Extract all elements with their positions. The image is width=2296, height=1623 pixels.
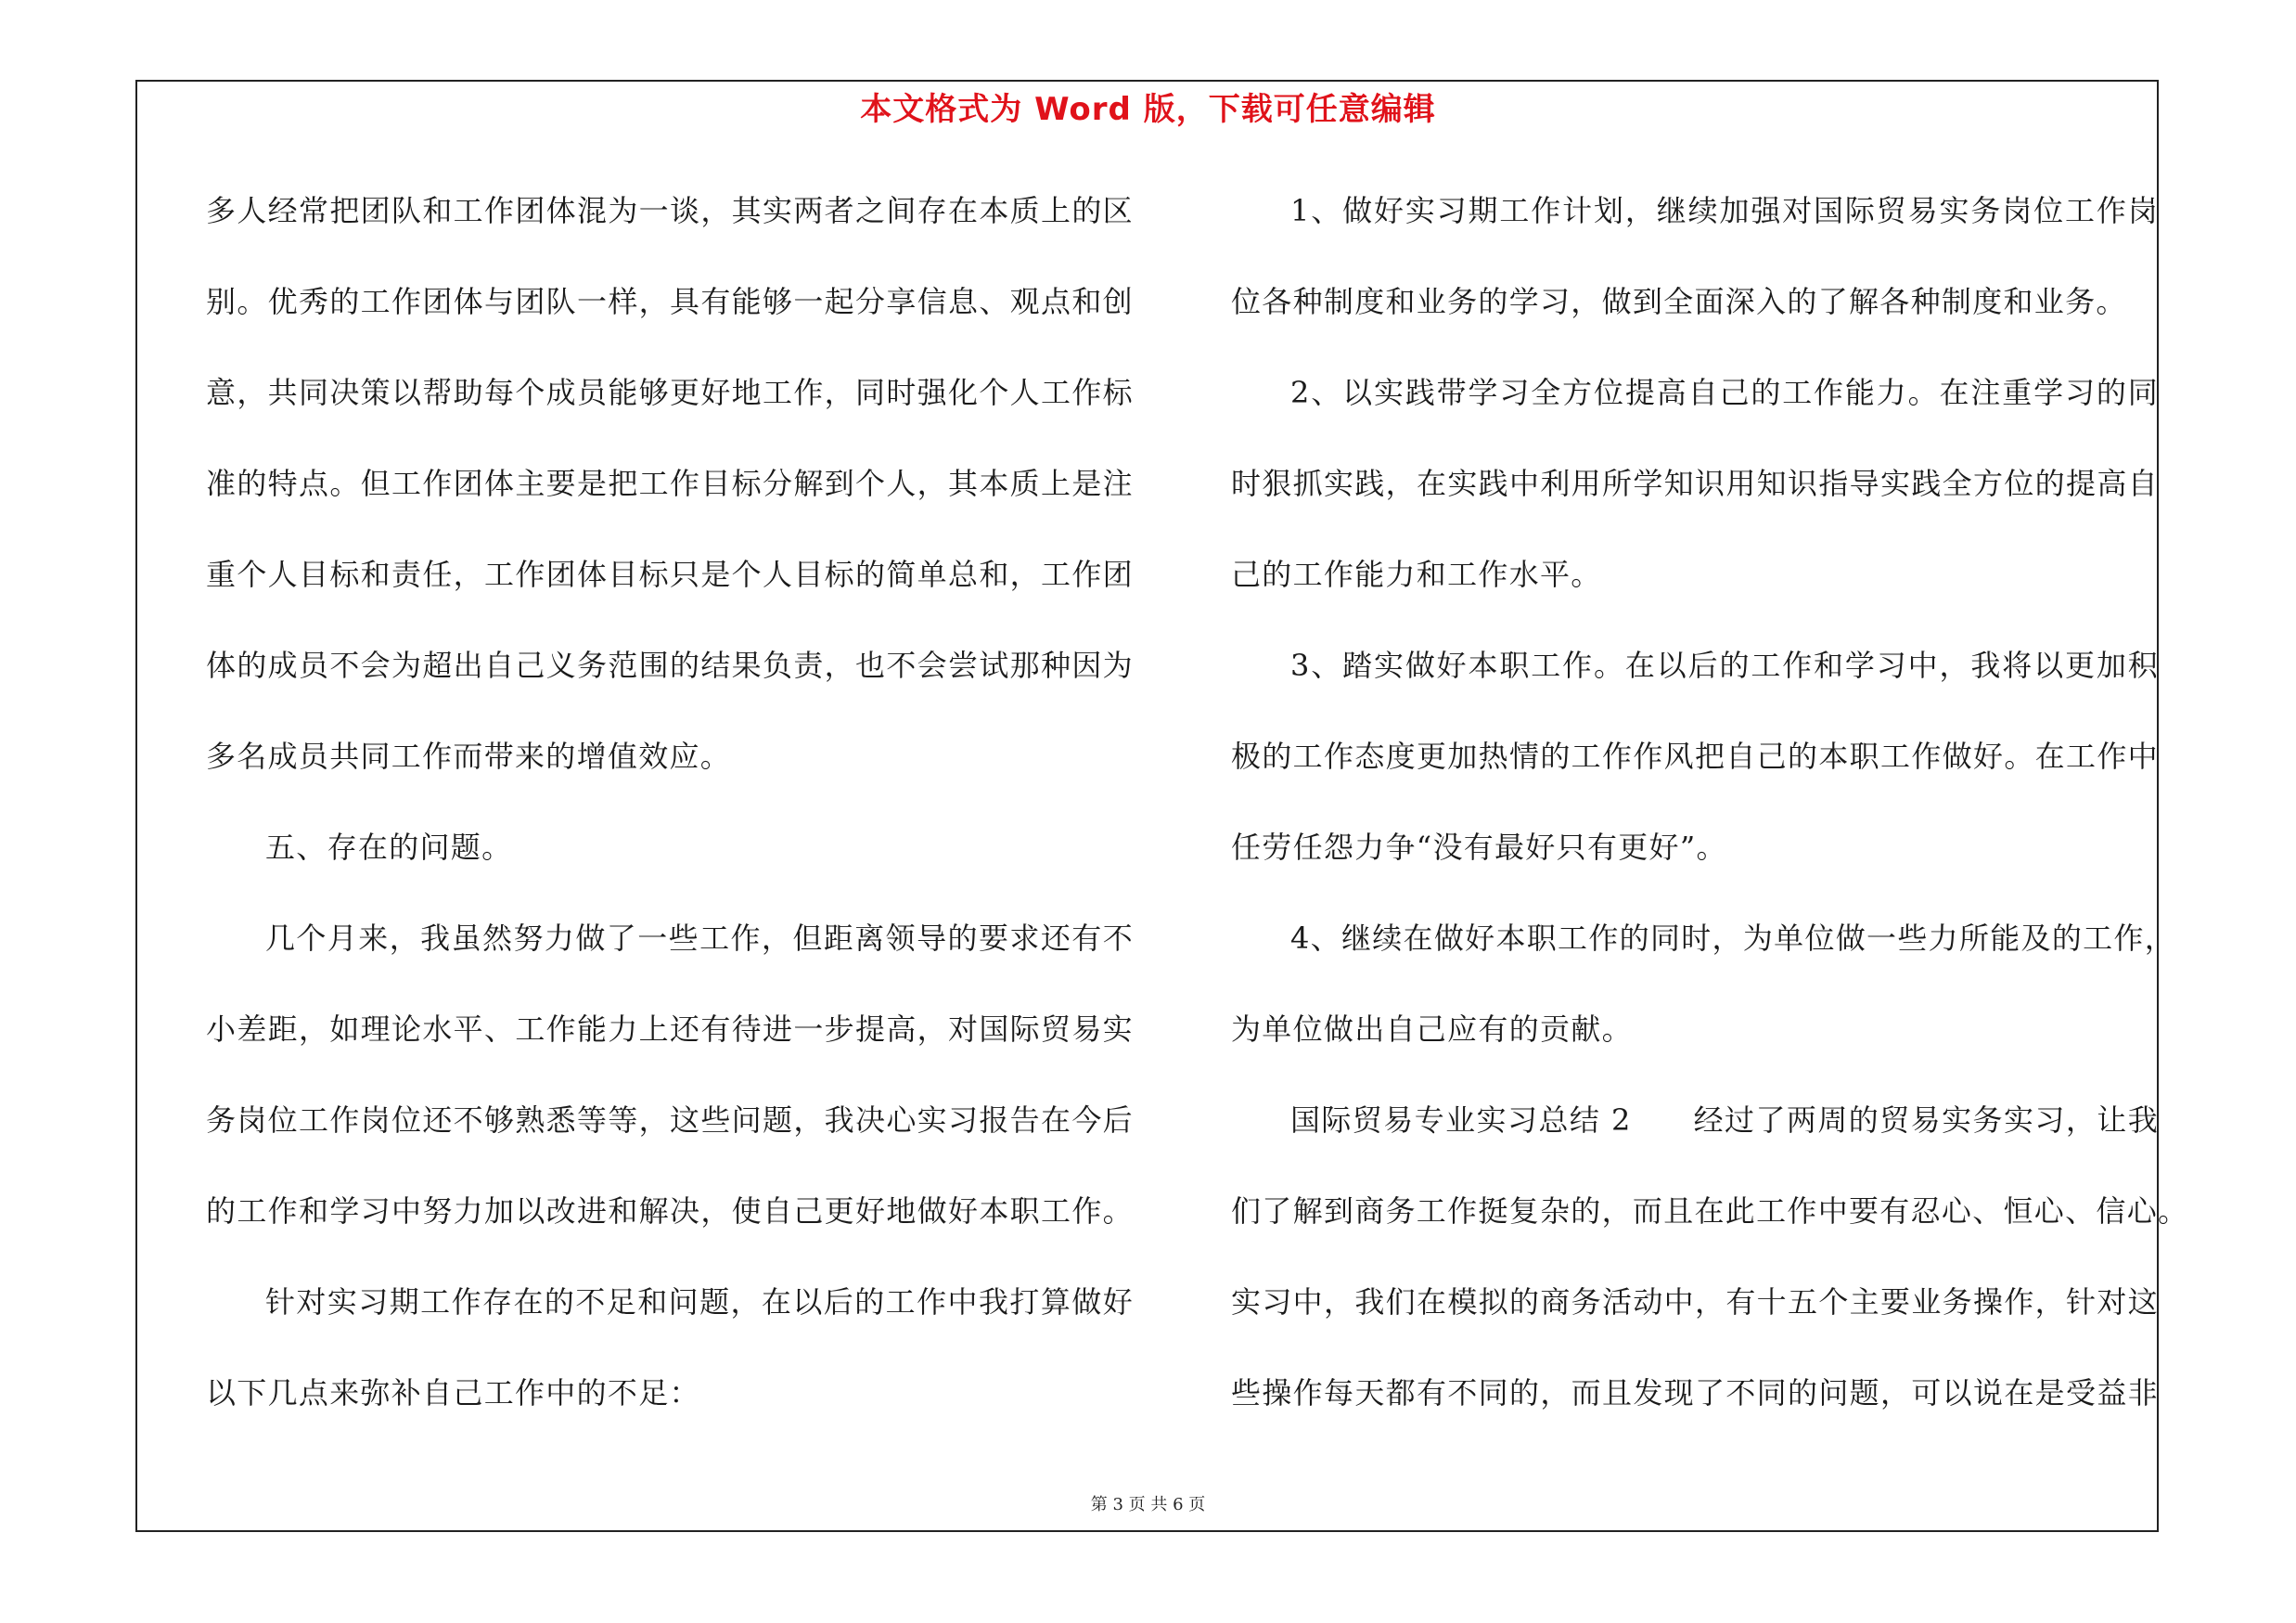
right-text-column	[1231, 180, 2189, 1453]
text-line: 4、继续在做好本职工作的同时，为单位做一些力所能及的工作，	[1290, 921, 2176, 956]
left-text-column	[206, 180, 1134, 1453]
text-line: 1、做好实习期工作计划，继续加强对国际贸易实务岗位工作岗	[1290, 193, 2159, 228]
page-number-footer: 第 3 页 共 6 页	[1090, 1495, 1206, 1514]
text-line: 2、以实践带学习全方位提高自己的工作能力。在注重学习的同	[1290, 375, 2159, 410]
text-line: 准的特点。但工作团体主要是把工作目标分解到个人，其本质上是注	[206, 466, 1134, 501]
text-line: 多名成员共同工作而带来的增值效应。	[206, 739, 732, 774]
text-line: 极的工作态度更加热情的工作作风把自己的本职工作做好。在工作中	[1231, 739, 2159, 774]
text-line: 重个人目标和责任，工作团体目标只是个人目标的简单总和，工作团	[206, 557, 1134, 592]
text-line: 针对实习期工作存在的不足和问题，在以后的工作中我打算做好	[265, 1284, 1134, 1320]
format-notice-banner: 本文格式为 Word 版，下载可任意编辑	[860, 91, 1436, 128]
text-line: 们了解到商务工作挺复杂的，而且在此工作中要有忍心、恒心、信心。	[1231, 1193, 2189, 1229]
text-line: 些操作每天都有不同的，而且发现了不同的问题，可以说在是受益非	[1231, 1375, 2159, 1410]
text-line: 体的成员不会为超出自己义务范围的结果负责，也不会尝试那种因为	[206, 648, 1134, 683]
text-line: 五、存在的问题。	[265, 830, 513, 865]
text-line: 别。优秀的工作团体与团队一样，具有能够一起分享信息、观点和创	[206, 284, 1134, 319]
text-line: 国际贸易专业实习总结 2 经过了两周的贸易实务实习，让我	[1290, 1102, 2159, 1138]
text-line: 多人经常把团队和工作团体混为一谈，其实两者之间存在本质上的区	[206, 193, 1134, 228]
text-line: 意，共同决策以帮助每个成员能够更好地工作，同时强化个人工作标	[206, 375, 1134, 410]
text-line: 己的工作能力和工作水平。	[1231, 557, 1602, 592]
text-line: 的工作和学习中努力加以改进和解决，使自己更好地做好本职工作。	[206, 1193, 1134, 1229]
text-line: 务岗位工作岗位还不够熟悉等等，这些问题，我决心实习报告在今后	[206, 1102, 1134, 1138]
text-line: 位各种制度和业务的学习，做到全面深入的了解各种制度和业务。	[1231, 284, 2127, 319]
text-line: 任劳任怨力争“没有最好只有更好”。	[1231, 830, 1727, 865]
text-line: 实习中，我们在模拟的商务活动中，有十五个主要业务操作，针对这	[1231, 1284, 2159, 1320]
text-line: 几个月来，我虽然努力做了一些工作，但距离领导的要求还有不	[265, 921, 1134, 956]
text-line: 小差距，如理论水平、工作能力上还有待进一步提高，对国际贸易实	[206, 1011, 1134, 1047]
text-line: 3、踏实做好本职工作。在以后的工作和学习中，我将以更加积	[1290, 648, 2159, 683]
text-line: 时狠抓实践，在实践中利用所学知识用知识指导实践全方位的提高自	[1231, 466, 2159, 501]
text-line: 以下几点来弥补自己工作中的不足：	[206, 1375, 700, 1410]
text-line: 为单位做出自己应有的贡献。	[1231, 1011, 1633, 1047]
